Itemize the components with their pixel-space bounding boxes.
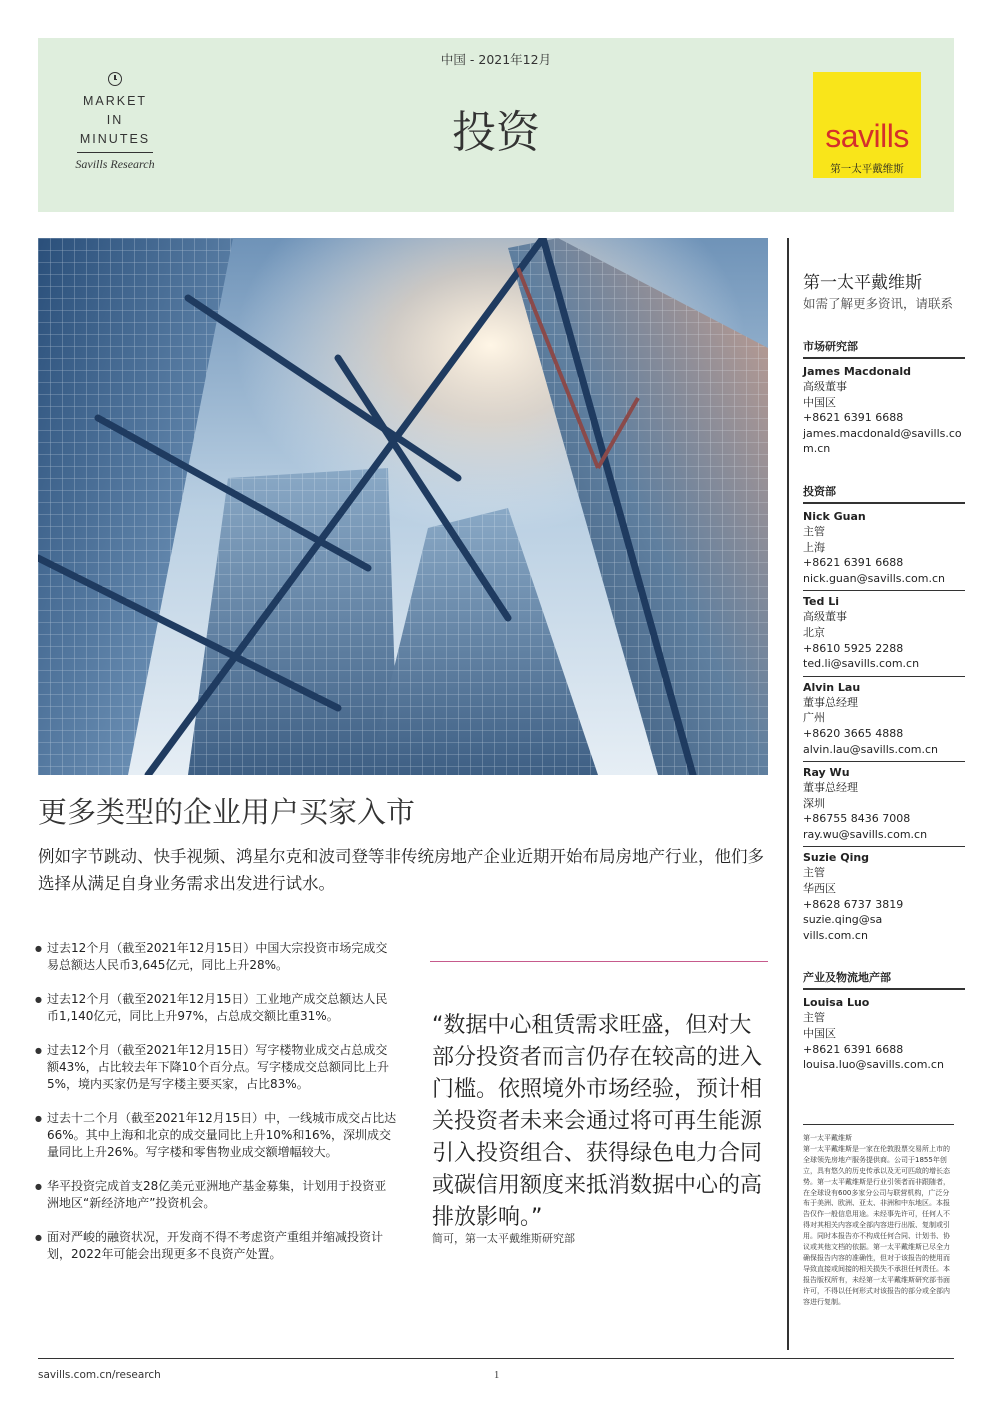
contact-name: Ray Wu — [803, 766, 850, 780]
quote-source: 简可，第一太平戴维斯研究部 — [432, 1232, 575, 1245]
contacts-sidebar — [803, 272, 965, 1073]
contact-role: 董事总经理 — [803, 781, 858, 795]
contact-card — [803, 509, 965, 586]
report-title: 投资 — [452, 107, 540, 158]
clock-icon — [108, 72, 122, 86]
page-number: 1 — [494, 1370, 500, 1381]
pull-quote: “数据中心租赁需求旺盛，但对大部分投资者而言仍存在较高的进入门槛。依照境外市场经验，预计相关投资者未来会通过将可再生能源引入投资组合、获得绿色电力合同或碳信用额度来抵消数据中心的高排放影响。” — [432, 1013, 763, 1230]
contact-region: 广州 — [803, 711, 825, 725]
footer-divider — [38, 1358, 954, 1359]
contact-role: 高级董事 — [803, 380, 847, 393]
contact-phone: +8621 6391 6688 — [803, 556, 904, 570]
contact-role: 高级董事 — [803, 610, 847, 624]
contact-region: 上海 — [803, 540, 825, 554]
contact-name: Ted Li — [803, 595, 839, 609]
key-point: ● 过去12个月（截至2021年12月15日）中国大宗投资市场完成交易总额达人民币3,645亿元，同比上升28%。 — [38, 940, 398, 974]
article-headline: 更多类型的企业用户买家入市 — [38, 795, 416, 829]
contact-name: Alvin Lau — [803, 680, 861, 694]
hero-skyscraper-image — [38, 238, 768, 775]
savills-cn-name: 第一太平戴维斯 — [830, 163, 904, 175]
contact-role: 主管 — [803, 1011, 825, 1025]
disclaimer — [803, 1133, 954, 1308]
contact-phone: +8620 3665 4888 — [803, 726, 904, 740]
contact-email[interactable]: louisa.luo@savills.com.cn — [803, 1058, 944, 1072]
contact-card — [803, 761, 965, 842]
sidebar-intro: 如需了解更多资讯，请联系 — [803, 296, 954, 311]
key-point: ● 华平投资完成首支28亿美元亚洲地产基金募集，计划用于投资亚洲地区“新经济地产”投资机会。 — [38, 1178, 398, 1212]
contact-card — [803, 590, 965, 671]
footer-url[interactable]: savills.com.cn/research — [38, 1369, 161, 1381]
contact-phone: +86755 8436 7008 — [803, 812, 911, 826]
contact-region: 华西区 — [803, 882, 836, 896]
disclaimer-title: 第一太平戴维斯 — [803, 1134, 852, 1142]
contact-region: 北京 — [803, 625, 825, 639]
savills-wordmark: savills — [825, 118, 909, 154]
contact-phone: +8621 6391 6688 — [803, 1042, 904, 1056]
contact-phone: +8610 5925 2288 — [803, 641, 904, 655]
key-points-list — [38, 940, 398, 1263]
contact-card — [803, 995, 965, 1072]
contact-region: 中国区 — [803, 395, 836, 409]
article-standfirst: 例如字节跳动、快手视频、鸿星尔克和波司登等非传统房地产企业近期开始布局房地产行业，他们多选择从满足自身业务需求出发进行试水。 — [38, 847, 764, 893]
contact-email[interactable]: nick.guan@savills.com.cn — [803, 571, 945, 585]
contact-region: 深圳 — [803, 796, 825, 810]
sidebar-divider — [787, 238, 789, 1350]
logo-line-2: IN — [106, 113, 124, 127]
contact-name: Nick Guan — [803, 509, 866, 523]
contact-role: 主管 — [803, 866, 825, 880]
report-date: 中国 - 2021年12月 — [440, 52, 552, 67]
quote-divider — [430, 961, 768, 962]
section-title-logistics: 产业及物流地产部 — [803, 969, 965, 990]
section-title-investment: 投资部 — [803, 483, 965, 504]
contact-card — [803, 676, 965, 757]
disclaimer-divider — [803, 1124, 954, 1125]
logo-line-3: MINUTES — [79, 132, 151, 146]
logo-subtitle: Savills Research — [75, 157, 155, 171]
section-title-research: 市场研究部 — [803, 338, 965, 359]
contact-phone: +8628 6737 3819 — [803, 897, 904, 911]
contact-name: James Macdonald — [803, 365, 912, 378]
contact-email[interactable]: alvin.lau@savills.com.cn — [803, 742, 938, 756]
contact-region: 中国区 — [803, 1027, 836, 1041]
contact-role: 董事总经理 — [803, 695, 858, 709]
key-point: ● 面对严峻的融资状况，开发商不得不考虑资产重组并缩减投资计划，2022年可能会出现更多不良资产处置。 — [38, 1229, 398, 1263]
disclaimer-text: 第一太平戴维斯是一家在伦敦股票交易所上市的全球领先房地产服务提供商。公司于1855年创立，具有悠久的历史传承以及无可匹敌的增长态势。第一太平戴维斯是行业引领者而非跟随者，在全球设有600多家分公司与联营机构，广泛分布于美洲、欧洲、亚太、非洲和中东地区。本报告仅作一般信息用途。未经事先许可，任何人不得对其相关内容或全部内容进行出版、复制或引用。同时本报告亦不构成任何合同、计划书、协议或其他文档的依据。第一太平戴维斯已尽全力确保报告内容的准确性，但对于该报告的使用而导致直接或间接的相关损失不承担任何责任。本报告版权所有，未经第一太平戴维斯研究部书面许可，不得以任何形式对该报告的部分或全部内容进行复制。 — [803, 1144, 950, 1306]
sidebar-brand: 第一太平戴维斯 — [803, 273, 922, 293]
contact-name: Louisa Luo — [803, 996, 870, 1010]
contact-email[interactable]: ray.wu@savills.com.cn — [803, 827, 928, 841]
contact-email[interactable]: james.macdonald@savills.com.cn — [803, 426, 962, 456]
contact-email[interactable]: ted.li@savills.com.cn — [803, 657, 920, 671]
logo-line-1: MARKET — [82, 94, 148, 108]
contact-card — [803, 846, 965, 943]
contact-name: Suzie Qing — [803, 851, 870, 865]
contact-card — [803, 364, 965, 457]
key-point: ● 过去十二个月（截至2021年12月15日）中，一线城市成交占比达66%。其中上海和北京的成交量同比上升10%和16%，深圳成交量同比上升26%。写字楼和零售物业成交额增幅较大。 — [38, 1110, 398, 1161]
contact-role: 主管 — [803, 524, 825, 538]
contact-phone: +8621 6391 6688 — [803, 411, 904, 425]
savills-logo — [813, 72, 921, 178]
key-point: ● 过去12个月（截至2021年12月15日）写字楼物业成交占总成交额43%，占比较去年下降10个百分点。写字楼成交总额同比上升5%，境内买家仍是写字楼主要买家，占比83%。 — [38, 1042, 398, 1093]
contact-email[interactable]: suzie.qing@savills.com.cn — [803, 913, 883, 942]
key-point: ● 过去12个月（截至2021年12月15日）工业地产成交总额达人民币1,140亿元，同比上升97%，占总成交额比重31%。 — [38, 991, 398, 1025]
